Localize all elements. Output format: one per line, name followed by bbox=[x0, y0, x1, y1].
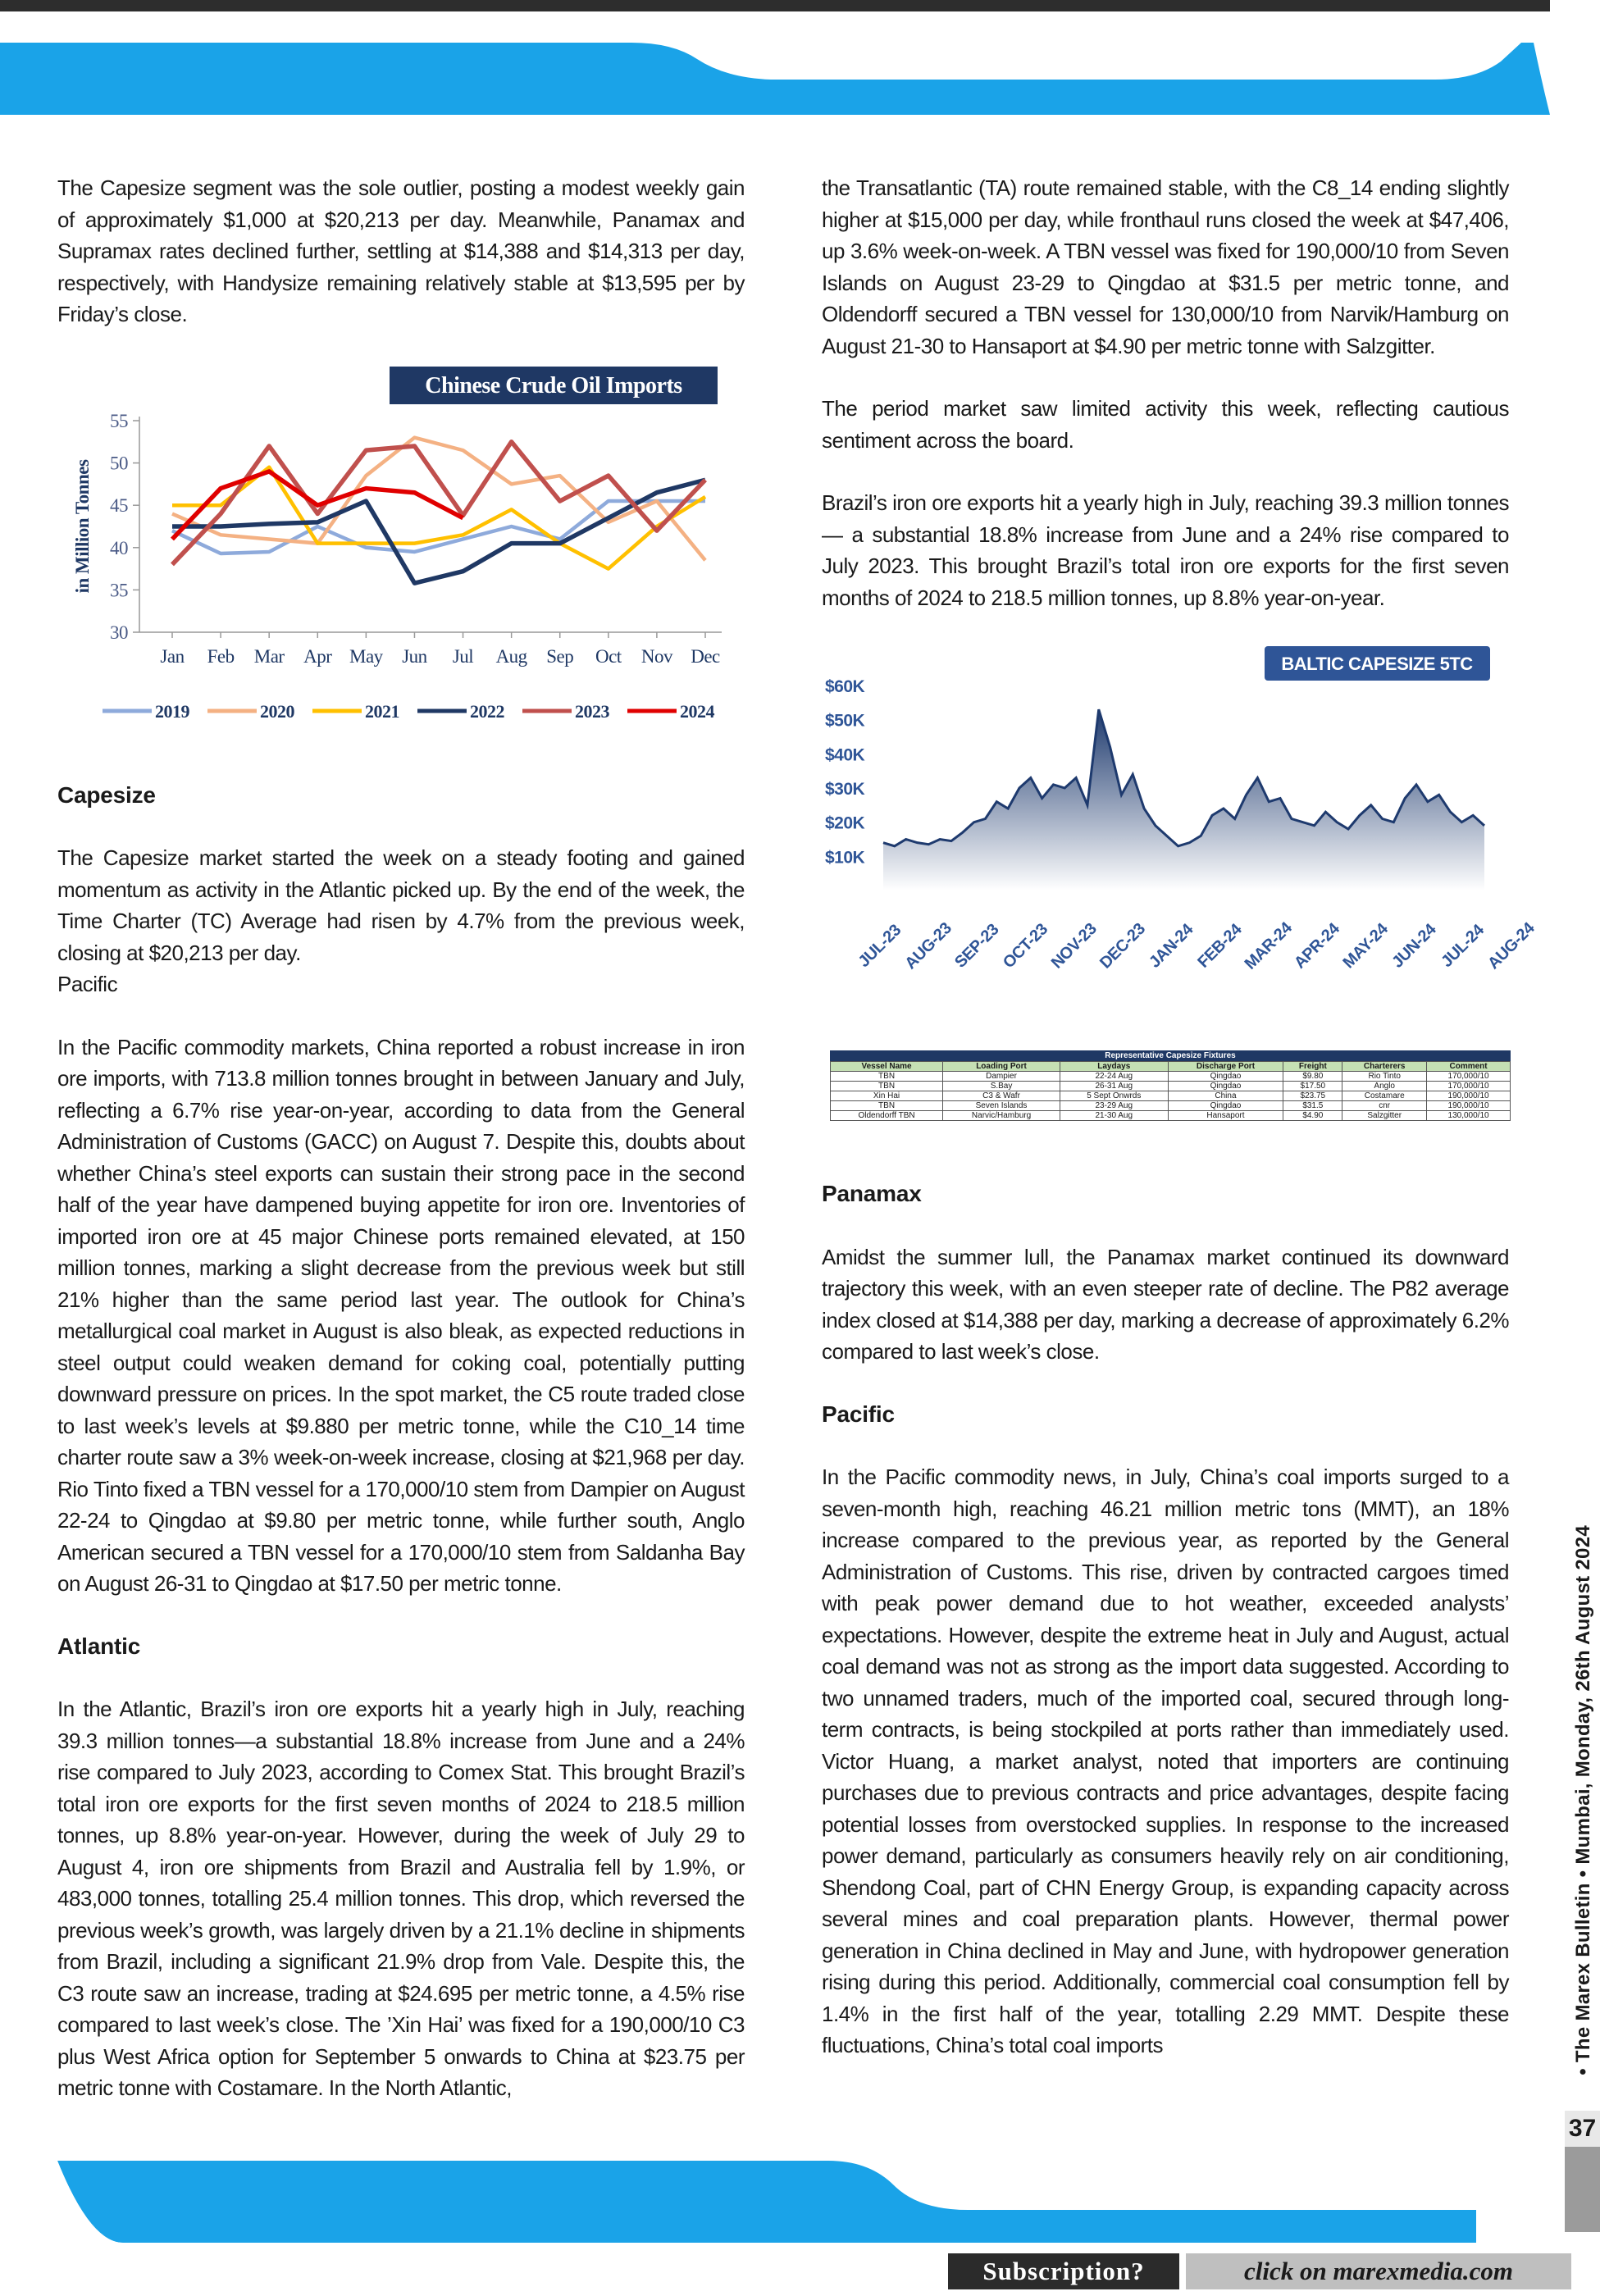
fixtures-cell: Oldendorff TBN bbox=[831, 1111, 943, 1121]
fixtures-cell: $31.5 bbox=[1283, 1101, 1342, 1111]
fixtures-cell: Dampier bbox=[943, 1072, 1060, 1082]
fixtures-table bbox=[830, 1050, 1511, 1121]
fixtures-cell: Narvic/Hamburg bbox=[943, 1111, 1060, 1121]
crude-x-tick-label: May bbox=[349, 645, 383, 667]
fixtures-header-cell: Laydays bbox=[1060, 1062, 1168, 1072]
fixtures-row bbox=[831, 1091, 1511, 1101]
fixtures-cell: 170,000/10 bbox=[1427, 1082, 1511, 1091]
fixtures-table-wrapper bbox=[830, 1050, 1511, 1121]
crude-legend-label-2022: 2022 bbox=[470, 700, 504, 722]
pacific-heading: Pacific bbox=[822, 1401, 895, 1427]
baltic-x-tick-label: DEC-23 bbox=[1096, 919, 1149, 973]
panamax-heading: Panamax bbox=[822, 1181, 922, 1206]
crude-x-tick-label: Nov bbox=[640, 645, 672, 667]
crude-legend-label-2020: 2020 bbox=[260, 700, 294, 722]
crude-legend-label-2024: 2024 bbox=[680, 700, 714, 722]
period-market-paragraph: The period market saw limited activity this week, reflecting cautious sentiment across the board. bbox=[822, 396, 1509, 453]
fixtures-cell: Salzgitter bbox=[1342, 1111, 1427, 1121]
baltic-x-tick-label: JUN-24 bbox=[1388, 920, 1440, 972]
baltic-x-tick-label: AUG-23 bbox=[901, 919, 955, 973]
fixtures-cell: 22-24 Aug bbox=[1060, 1072, 1168, 1082]
fixtures-table-caption: Representative Capesize Fixtures bbox=[830, 1050, 1511, 1061]
fixtures-cell: Anglo bbox=[1342, 1082, 1427, 1091]
fixtures-cell: 23-29 Aug bbox=[1060, 1101, 1168, 1111]
baltic-x-tick-label: MAY-24 bbox=[1339, 920, 1392, 973]
pacific-coal-paragraph: In the Pacific commodity news, in July, China’s coal imports surged to a seven-month high, reaching 46.21 million metric tons (MMT), an 18% increase compared to the previous year, as reported by the General Administration of Customs. This rise, driven by contracted cargoes timed with peak power demand due to hot weather, exceeded analysts’ expectations. However, despite the extreme heat in July and August, actual coal demand was not as strong as the import data suggested. According to two unnamed traders, much of the imported coal, secured through long-term contracts, is being stockpiled at ports rather than immediately used. Victor Huang, a market analyst, noted that importers are continuing purchases due to previous contracts and price advantages, despite facing potential losses from overstocked supplies. In response to the increased power demand, particularly as consumers heavily rely on air conditioning, Shendong Coal, part of CHN Energy Group, is expanding capacity across several mines and coal preparation plants. However, thermal power generation in China declined in May and June, with hydropower generation rising during this period. Additionally, commercial coal consumption fell by 1.4% in the first half of the year, totalling 2.29 MMT. Despite these fluctuations, China’s total coal imports bbox=[822, 1465, 1509, 2057]
baltic-title: BALTIC CAPESIZE 5TC bbox=[1281, 654, 1473, 674]
crude-x-tick-label: Feb bbox=[207, 645, 235, 667]
top-dark-bar bbox=[0, 0, 1550, 11]
intro-paragraph: The Capesize segment was the sole outlier, posting a modest weekly gain of approximately $1,000 at $20,213 per day. Meanwhile, Panamax and Supramax rates declined further, settling at $14,388 and $14,313 per day, respectively, with Handysize remaining relatively stable at $13,595 per by Friday’s close. bbox=[57, 175, 745, 326]
fixtures-cell: Seven Islands bbox=[943, 1101, 1060, 1111]
atlantic-paragraph: In the Atlantic, Brazil’s iron ore exports hit a yearly high in July, reaching 39.3 million tonnes—a substantial 18.8% increase from June and a 24% rise compared to July 2023, according to Comex Stat. This brought Brazil’s total iron ore exports for the first seven months of 2024 to 218.5 million tonnes, up 8.8% year-on-year. However, during the week of July 29 to August 4, iron ore shipments from Brazil and Australia fell by 1.9%, or 483,000 tonnes, totalling 25.4 million tonnes. This drop, which reversed the previous week’s growth, was largely driven by a 21.1% decline in shipments from Brazil, including a significant 21.9% drop from Vale. Despite this, the C3 route saw an increase, trading at $24.695 per metric tonne, a 4.5% rise compared to last week’s close. The ’Xin Hai’ was fixed for a 190,000/10 C3 plus West Africa option for September 5 onwards to China at $23.75 per metric tonne with Costamare. In the North Atlantic, bbox=[57, 1697, 745, 2100]
crude-oil-imports-chart bbox=[66, 362, 738, 747]
baltic-x-tick-label: FEB-24 bbox=[1194, 920, 1246, 972]
subscription-link[interactable]: click on marexmedia.com bbox=[1186, 2253, 1571, 2289]
fixtures-cell: Qingdao bbox=[1168, 1072, 1283, 1082]
fixtures-cell: $23.75 bbox=[1283, 1091, 1342, 1101]
crude-y-tick-label: 55 bbox=[110, 410, 128, 431]
subscription-label[interactable]: Subscription? bbox=[948, 2253, 1179, 2289]
crude-y-tick-label: 50 bbox=[110, 453, 128, 474]
fixtures-header-row bbox=[831, 1062, 1511, 1072]
crude-chart-svg bbox=[66, 362, 738, 747]
crude-y-tick-label: 30 bbox=[110, 622, 128, 643]
crude-x-tick-label: Mar bbox=[253, 645, 285, 667]
crude-legend-label-2021: 2021 bbox=[365, 700, 399, 722]
fixtures-cell: Xin Hai bbox=[831, 1091, 943, 1101]
fixtures-cell: TBN bbox=[831, 1101, 943, 1111]
fixtures-cell: Rio Tinto bbox=[1342, 1072, 1427, 1082]
crude-x-tick-label: Aug bbox=[495, 645, 527, 667]
baltic-y-tick-label: $30K bbox=[825, 780, 865, 799]
page-number: 37 bbox=[1565, 2111, 1600, 2147]
fixtures-row bbox=[831, 1101, 1511, 1111]
fixtures-cell: $17.50 bbox=[1283, 1082, 1342, 1091]
panamax-paragraph: Amidst the summer lull, the Panamax market continued its downward trajectory this week, with an even steeper rate of decline. The P82 average index closed at $14,388 per day, marking a decrease of approximately 6.2% compared to last week’s close. bbox=[822, 1244, 1509, 1364]
bottom-blue-band bbox=[0, 2161, 1476, 2243]
fixtures-cell: Qingdao bbox=[1168, 1082, 1283, 1091]
fixtures-cell: C3 & Wafr bbox=[943, 1091, 1060, 1101]
fixtures-cell: 5 Sept Onwrds bbox=[1060, 1091, 1168, 1101]
baltic-x-tick-label: NOV-23 bbox=[1047, 919, 1101, 973]
crude-legend-label-2023: 2023 bbox=[575, 700, 609, 722]
fixtures-cell: Hansaport bbox=[1168, 1111, 1283, 1121]
fixtures-row bbox=[831, 1072, 1511, 1082]
fixtures-cell: cnr bbox=[1342, 1101, 1427, 1111]
baltic-y-tick-label: $10K bbox=[825, 848, 865, 868]
baltic-x-tick-label: SEP-23 bbox=[951, 920, 1003, 972]
fixtures-header-cell: Loading Port bbox=[943, 1062, 1060, 1072]
crude-x-tick-label: Sep bbox=[546, 645, 574, 667]
baltic-capesize-chart bbox=[822, 645, 1538, 1034]
transatlantic-paragraph: the Transatlantic (TA) route remained stable, with the C8_14 ending slightly higher at $15,000 per day, while fronthaul runs closed the week at $47,406, up 3.6% week-on-week. A TBN vessel was fixed for 190,000/10 from Seven Islands on August 23-29 to Qingdao at $31.5 per metric tonne, and Oldendorff secured a TBN vessel for 130,000/10 from Narvik/Hamburg on August 21-30 to Hansaport at $4.90 per metric tonne with Salzgitter. bbox=[822, 175, 1509, 358]
fixtures-row bbox=[831, 1082, 1511, 1091]
top-blue-band bbox=[0, 41, 1550, 116]
baltic-x-tick-label: JUL-23 bbox=[855, 921, 905, 972]
left-column bbox=[57, 172, 745, 2135]
fixtures-header-cell: Comment bbox=[1427, 1062, 1511, 1072]
fixtures-header-cell: Vessel Name bbox=[831, 1062, 943, 1072]
fixtures-cell: Qingdao bbox=[1168, 1101, 1283, 1111]
fixtures-cell: 170,000/10 bbox=[1427, 1072, 1511, 1082]
fixtures-header-cell: Discharge Port bbox=[1168, 1062, 1283, 1072]
baltic-y-tick-label: $50K bbox=[825, 711, 865, 731]
crude-x-tick-label: Jun bbox=[402, 645, 427, 667]
fixtures-cell: 190,000/10 bbox=[1427, 1091, 1511, 1101]
crude-y-tick-label: 45 bbox=[110, 494, 128, 516]
fixtures-header-cell: Freight bbox=[1283, 1062, 1342, 1072]
capesize-paragraph: The Capesize market started the week on a steady footing and gained momentum as activity in the Atlantic picked up. By the end of the week, the Time Charter (TC) Average had risen by 4.7% from the previous week, closing at $20,213 per day. bbox=[57, 845, 745, 965]
fixtures-cell: 26-31 Aug bbox=[1060, 1082, 1168, 1091]
fixtures-header-cell: Charterers bbox=[1342, 1062, 1427, 1072]
baltic-y-tick-label: $20K bbox=[825, 813, 865, 833]
baltic-x-tick-label: JAN-24 bbox=[1146, 920, 1197, 972]
crude-title: Chinese Crude Oil Imports bbox=[425, 372, 682, 399]
baltic-x-tick-label: APR-24 bbox=[1290, 919, 1343, 973]
fixtures-cell: $4.90 bbox=[1283, 1111, 1342, 1121]
crude-x-tick-label: Dec bbox=[691, 645, 720, 667]
baltic-x-tick-label: AUG-24 bbox=[1484, 919, 1538, 973]
bulletin-sidebar-text: • The Marex Bulletin • Mumbai, Monday, 26th August 2024 bbox=[1572, 1525, 1594, 2075]
crude-legend-label-2019: 2019 bbox=[155, 700, 189, 722]
crude-x-tick-label: Jul bbox=[452, 645, 474, 667]
crude-series-2020-line bbox=[172, 437, 705, 560]
baltic-y-tick-label: $40K bbox=[825, 745, 865, 765]
fixtures-row bbox=[831, 1111, 1511, 1121]
crude-x-tick-label: Apr bbox=[303, 645, 332, 667]
fixtures-cell: China bbox=[1168, 1091, 1283, 1101]
fixtures-cell: 130,000/10 bbox=[1427, 1111, 1511, 1121]
baltic-x-tick-label: MAR-24 bbox=[1241, 918, 1296, 973]
baltic-x-tick-label: OCT-23 bbox=[999, 920, 1051, 973]
crude-x-tick-label: Jan bbox=[160, 645, 185, 667]
brazil-exports-paragraph: Brazil’s iron ore exports hit a yearly high in July, reaching 39.3 million tonnes — a substantial 18.8% increase from June and a 24% rise compared to July 2023. This brought Brazil’s total iron ore exports for the first seven months of 2024 to 218.5 million tonnes, up 8.8% year-on-year. bbox=[822, 490, 1509, 610]
fixtures-cell: Costamare bbox=[1342, 1091, 1427, 1101]
pacific-label: Pacific bbox=[57, 972, 118, 996]
capesize-heading: Capesize bbox=[57, 781, 156, 808]
fixtures-cell: 190,000/10 bbox=[1427, 1101, 1511, 1111]
fixtures-cell: $9.80 bbox=[1283, 1072, 1342, 1082]
crude-y-axis-label: in Million Tonnes bbox=[72, 459, 93, 593]
fixtures-cell: 21-30 Aug bbox=[1060, 1111, 1168, 1121]
right-column bbox=[822, 172, 1538, 2093]
atlantic-heading: Atlantic bbox=[57, 1633, 141, 1659]
crude-y-tick-label: 35 bbox=[110, 579, 128, 600]
fixtures-cell: TBN bbox=[831, 1082, 943, 1091]
fixtures-cell: S.Bay bbox=[943, 1082, 1060, 1091]
baltic-x-tick-label: JUL-24 bbox=[1438, 921, 1488, 972]
fixtures-body bbox=[831, 1072, 1511, 1121]
baltic-y-tick-label: $60K bbox=[825, 677, 865, 696]
baltic-chart-svg bbox=[822, 645, 1538, 1034]
fixtures-cell: TBN bbox=[831, 1072, 943, 1082]
baltic-area bbox=[883, 709, 1484, 891]
pacific-paragraph: In the Pacific commodity markets, China reported a robust increase in iron ore imports, with 713.8 million tonnes brought in between January and July, reflecting a 6.7% rise year-on-year, according to data from the General Administration of Customs (GACC) on August 7. Despite this, doubts about whether China’s steel exports can sustain their strong pace in the second half of the year have dampened buying appetite for iron ore. Inventories of imported iron ore at 45 major Chinese ports remained elevated, at 150 million tonnes, marking a slight decrease from the previous week but still 21% higher than the same period last year. The outlook for China’s metallurgical coal market in August is also bleak, as expected reductions in steel output could weaken demand for coking coal, potentially putting downward pressure on prices. In the spot market, the C5 route traded close to last week’s levels at $9.880 per metric tonne, while the C10_14 time charter route saw a 3% week-on-week increase, closing at $21,968 per day. Rio Tinto fixed a TBN vessel for a 170,000/10 stem from Dampier on August 22-24 to Qingdao at $9.80 per metric tonne, while further south, Anglo American secured a TBN vessel for a 170,000/10 stem from Saldanha Bay on August 26-31 to Qingdao at $17.50 per metric tonne. bbox=[57, 1034, 745, 1596]
crude-x-tick-label: Oct bbox=[595, 645, 622, 667]
crude-y-tick-label: 40 bbox=[110, 537, 128, 558]
crude-title-group bbox=[390, 367, 718, 404]
